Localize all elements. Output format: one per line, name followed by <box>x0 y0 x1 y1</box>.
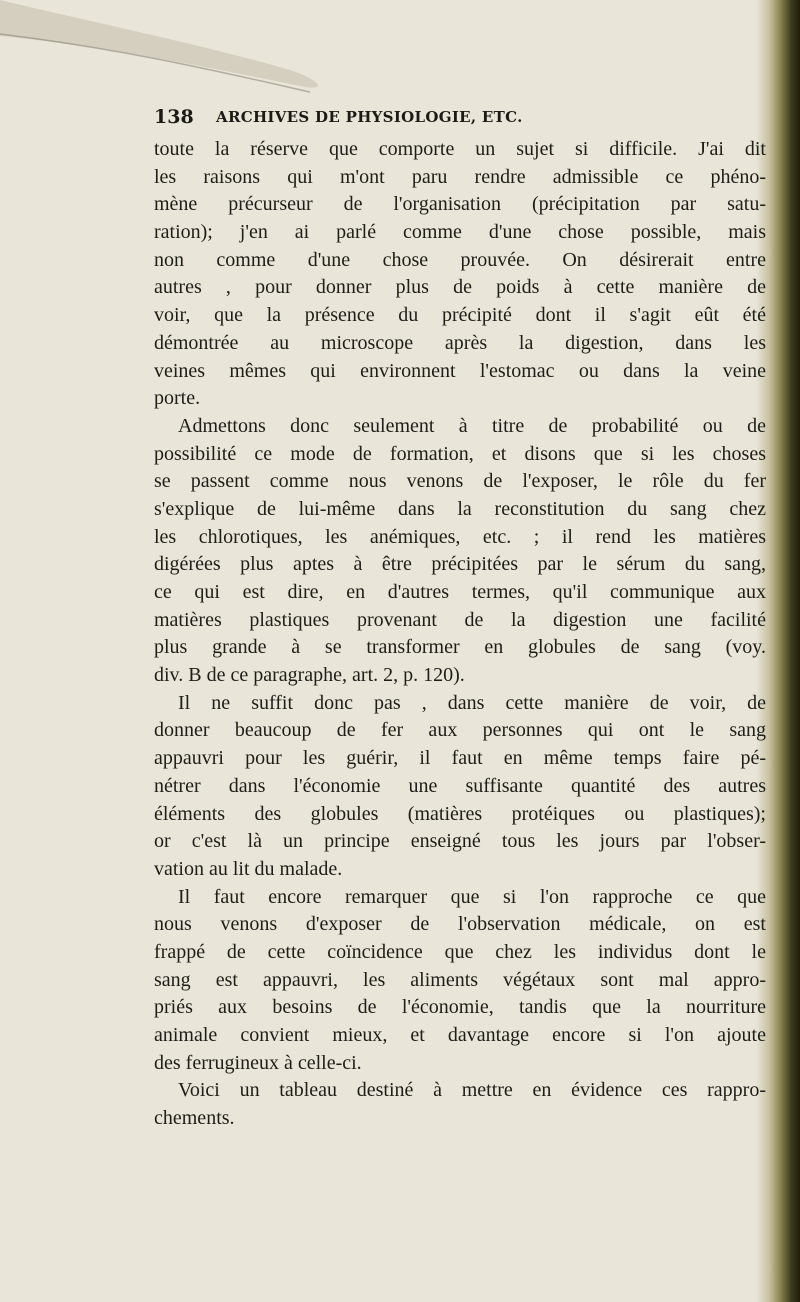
text-line: digérées plus aptes à être précipitées par le sérum du sang, <box>154 553 766 576</box>
text-line: les raisons qui m'ont paru rendre admissible ce phéno- <box>154 165 766 188</box>
text-line: possibilité ce mode de formation, et disons que si les choses <box>154 442 766 465</box>
text-line: Voici un tableau destiné à mettre en évidence ces rappro- <box>178 1079 766 1102</box>
text-line: Il faut encore remarquer que si l'on rapproche ce que <box>178 885 766 908</box>
text-line: se passent comme nous venons de l'exposer, le rôle du fer <box>154 470 766 493</box>
text-line: porte. <box>154 387 201 410</box>
text-line: éléments des globules (matières protéiques ou plastiques); <box>154 802 766 825</box>
text-line: mène précurseur de l'organisation (précipitation par satu- <box>154 193 766 216</box>
text-line: autres , pour donner plus de poids à cette manière de <box>154 276 766 299</box>
text-line: veines mêmes qui environnent l'estomac ou dans la veine <box>154 359 766 382</box>
text-line: div. B de ce paragraphe, art. 2, p. 120). <box>154 664 465 687</box>
text-line: appauvri pour les guérir, il faut en même temps faire pé- <box>154 747 766 770</box>
body-text <box>154 136 766 1133</box>
page-number: 138 <box>154 106 194 128</box>
text-line: voir, que la présence du précipité dont il s'agit eût été <box>154 304 766 327</box>
text-line: toute la réserve que comporte un sujet si difficile. J'ai dit <box>154 138 766 160</box>
page-header <box>154 104 774 138</box>
text-line: non comme d'une chose prouvée. On désirerait entre <box>154 248 766 271</box>
text-line: chements. <box>154 1107 235 1130</box>
text-line: nous venons d'exposer de l'observation médicale, on est <box>154 913 766 936</box>
text-line: plus grande à se transformer en globules de sang (voy. <box>154 636 766 659</box>
text-line: nétrer dans l'économie une suffisante quantité des autres <box>154 774 766 797</box>
text-line: priés aux besoins de l'économie, tandis que la nourriture <box>154 996 766 1019</box>
text-line: sang est appauvri, les aliments végétaux sont mal appro- <box>154 968 766 991</box>
text-line: Il ne suffit donc pas , dans cette manière de voir, de <box>178 691 766 714</box>
text-line: démontrée au microscope après la digestion, dans les <box>154 331 766 354</box>
text-line: frappé de cette coïncidence que chez les individus dont le <box>154 940 766 963</box>
text-line: les chlorotiques, les anémiques, etc. ; il rend les matières <box>154 525 766 548</box>
text-line: s'explique de lui-même dans la reconstitution du sang chez <box>154 497 766 520</box>
text-line: or c'est là un principe enseigné tous les jours par l'obser- <box>154 830 766 853</box>
text-line: matières plastiques provenant de la digestion une facilité <box>154 608 766 631</box>
text-line: animale convient mieux, et davantage encore si l'on ajoute <box>154 1024 766 1046</box>
text-line: donner beaucoup de fer aux personnes qui ont le sang <box>154 719 766 742</box>
text-line: ce qui est dire, en d'autres termes, qu'il communique aux <box>154 581 766 603</box>
page-curl-shadow <box>0 0 800 110</box>
text-line: ration); j'en ai parlé comme d'une chose possible, mais <box>154 221 766 244</box>
running-head: ARCHIVES DE PHYSIOLOGIE, ETC. <box>216 108 523 126</box>
text-line: vation au lit du malade. <box>154 857 343 880</box>
text-line: des ferrugineux à celle-ci. <box>154 1051 362 1074</box>
text-line: Admettons donc seulement à titre de probabilité ou de <box>178 414 766 437</box>
